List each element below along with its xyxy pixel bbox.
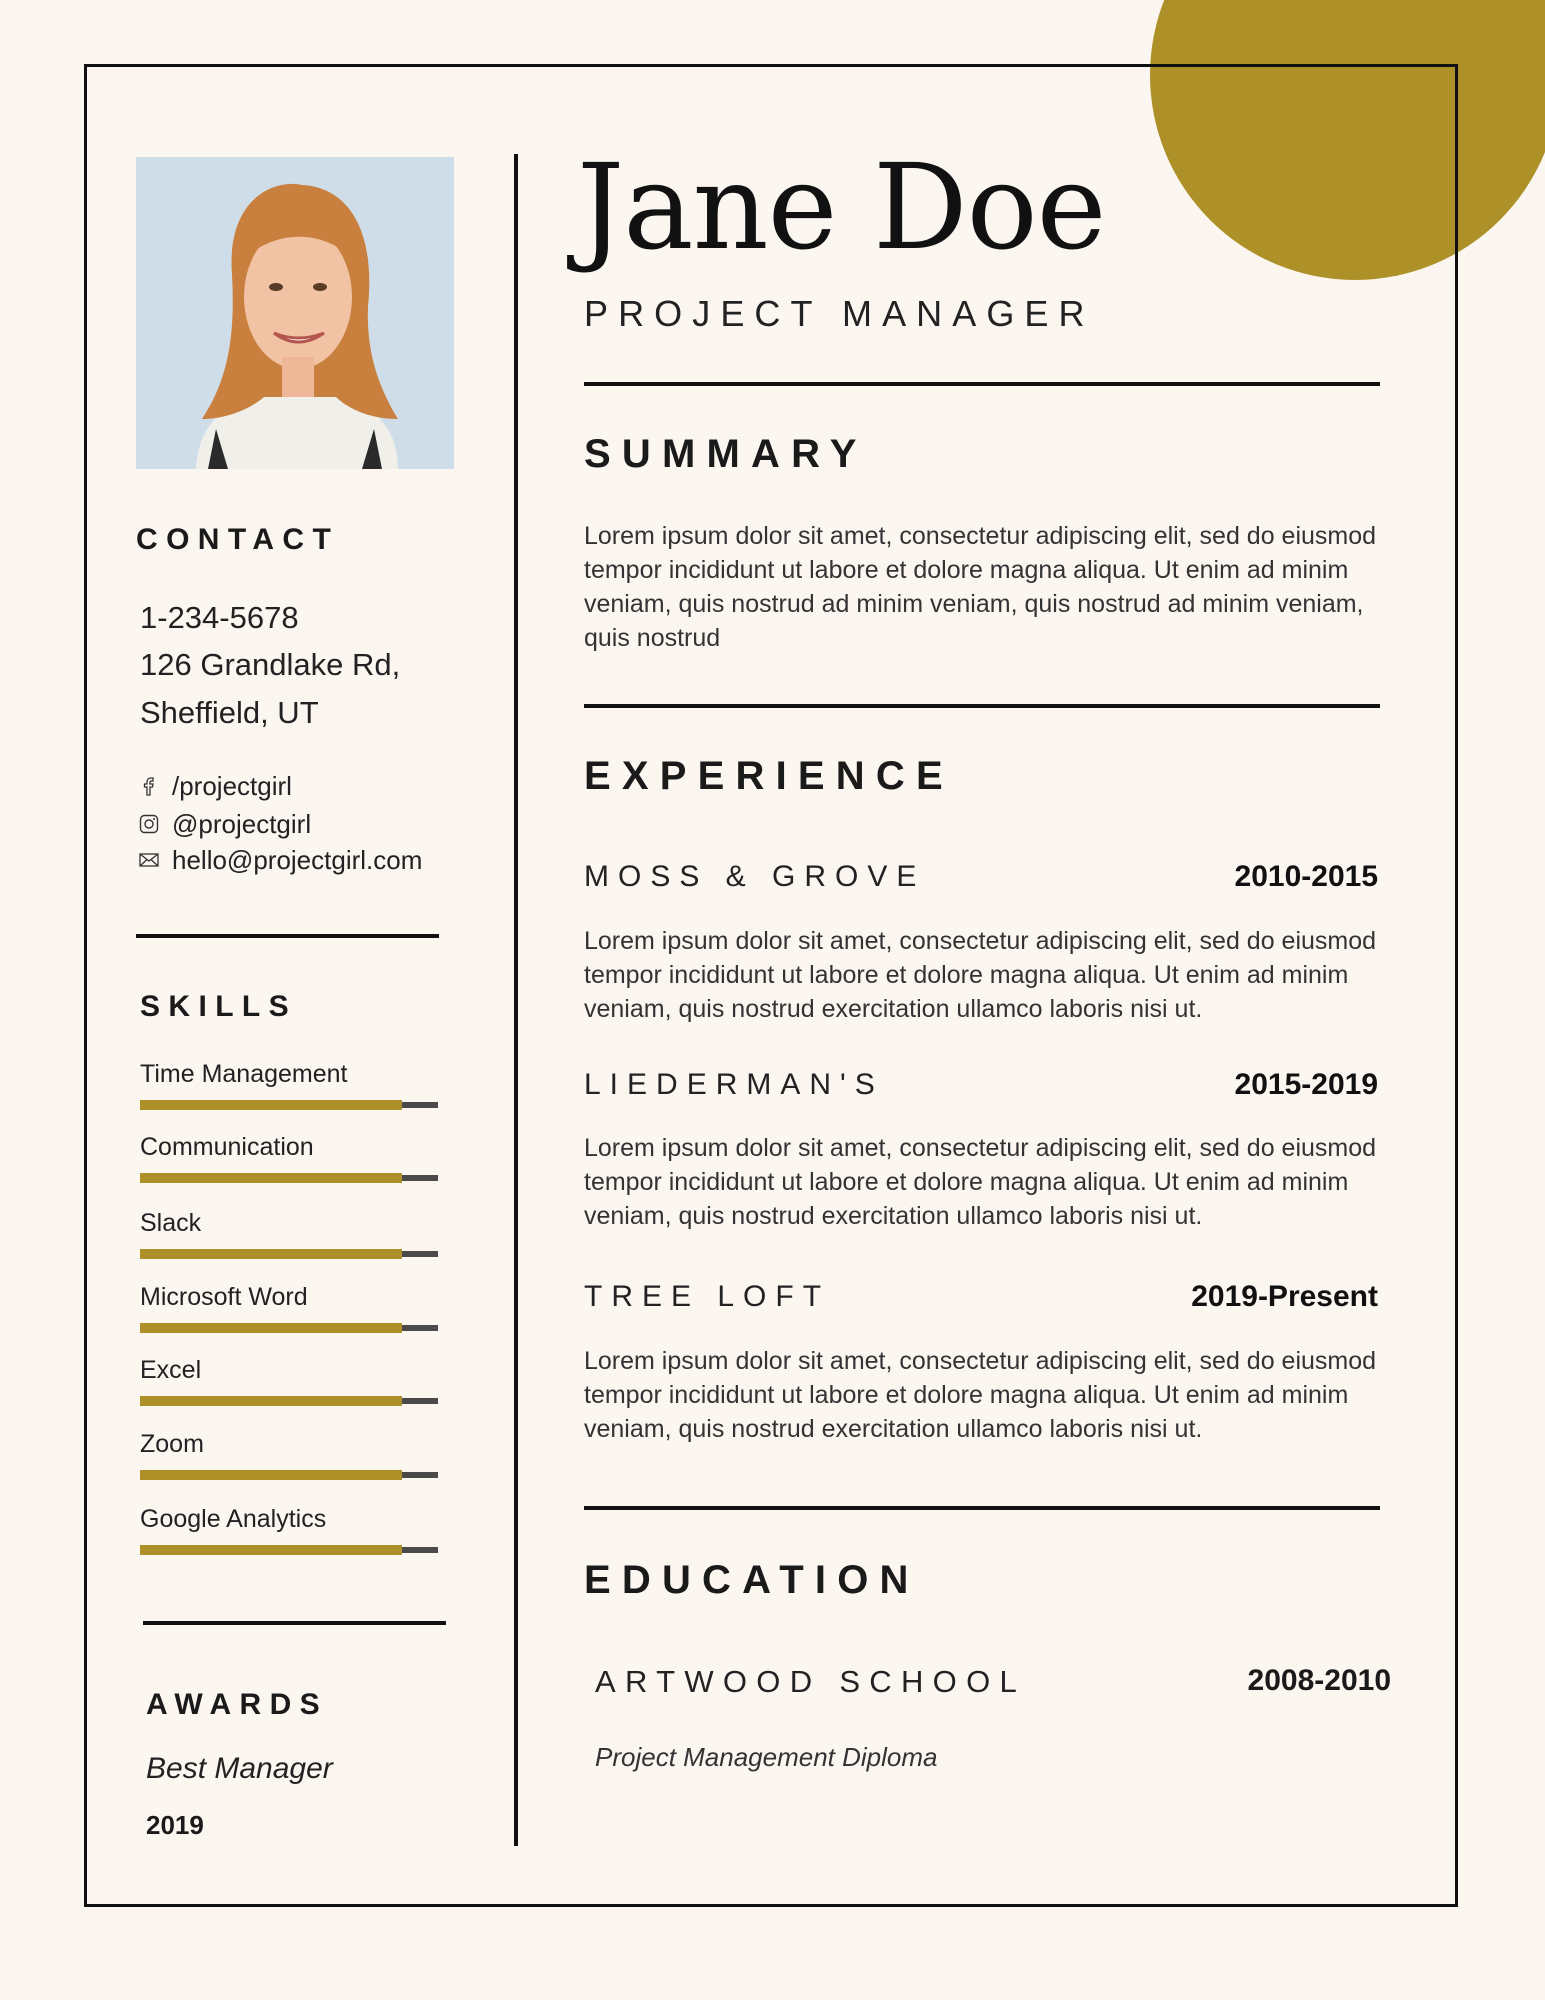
facebook-icon bbox=[138, 775, 160, 797]
instagram-handle: @projectgirl bbox=[172, 808, 312, 839]
summary-heading: SUMMARY bbox=[584, 432, 868, 476]
award-title: Best Manager bbox=[146, 1752, 333, 1785]
education-heading: EDUCATION bbox=[584, 1558, 920, 1602]
skill-label: Time Management bbox=[140, 1060, 348, 1088]
job-company: TREE LOFT bbox=[584, 1280, 831, 1313]
education-years: 2008-2010 bbox=[1247, 1664, 1391, 1697]
mail-icon bbox=[138, 849, 160, 871]
divider-contact bbox=[136, 934, 439, 938]
skill-label: Zoom bbox=[140, 1430, 204, 1458]
education-degree: Project Management Diploma bbox=[595, 1742, 938, 1772]
awards-heading: AWARDS bbox=[146, 1688, 329, 1721]
skill-item bbox=[140, 1430, 438, 1460]
skill-bar-fill bbox=[140, 1323, 402, 1333]
summary-text: Lorem ipsum dolor sit amet, consectetur adipiscing elit, sed do eiusmod tempor incididunt ut labore et dolore magna aliqua. Ut enim ad minim veniam, quis nostrud ad minim veniam, quis nostrud ad minim veniam, quis nostrud bbox=[584, 522, 1377, 652]
contact-phone: 1-234-5678 bbox=[140, 600, 299, 635]
skill-track bbox=[140, 1251, 438, 1257]
skill-label: Communication bbox=[140, 1133, 314, 1161]
skill-item bbox=[140, 1209, 438, 1239]
contact-address-line1: 126 Grandlake Rd, bbox=[140, 647, 401, 682]
skill-track bbox=[140, 1398, 438, 1404]
experience-heading: EXPERIENCE bbox=[584, 754, 954, 798]
social-instagram[interactable] bbox=[138, 808, 311, 840]
skill-track bbox=[140, 1175, 438, 1181]
candidate-name: Jane Doe bbox=[577, 138, 1106, 276]
skill-label: Excel bbox=[140, 1356, 202, 1384]
skill-item bbox=[140, 1505, 438, 1535]
instagram-icon bbox=[138, 813, 160, 835]
column-divider bbox=[514, 154, 518, 1846]
skill-item bbox=[140, 1283, 438, 1313]
social-email[interactable] bbox=[138, 844, 422, 876]
job-title: PROJECT MANAGER bbox=[584, 293, 1095, 334]
skill-bar-fill bbox=[140, 1249, 402, 1259]
divider-experience bbox=[584, 1506, 1380, 1510]
skill-bar-fill bbox=[140, 1545, 402, 1555]
skill-track bbox=[140, 1547, 438, 1553]
job-company: MOSS & GROVE bbox=[584, 860, 926, 893]
skill-bar-fill bbox=[140, 1396, 402, 1406]
skill-bar-fill bbox=[140, 1100, 402, 1110]
divider-header bbox=[584, 382, 1380, 386]
social-facebook[interactable] bbox=[138, 770, 292, 802]
skill-item bbox=[140, 1133, 438, 1163]
contact-heading: CONTACT bbox=[136, 523, 340, 556]
skill-track bbox=[140, 1325, 438, 1331]
divider-summary bbox=[584, 704, 1380, 708]
profile-photo bbox=[136, 157, 454, 469]
skill-item bbox=[140, 1356, 438, 1386]
job-years: 2019-Present bbox=[1191, 1280, 1378, 1313]
skill-label: Microsoft Word bbox=[140, 1283, 308, 1311]
job-description: Lorem ipsum dolor sit amet, consectetur adipiscing elit, sed do eiusmod tempor incididunt ut labore et dolore magna aliqua. Ut enim ad minim veniam, quis nostrud exercitation ullamco laboris nisi ut. bbox=[584, 927, 1377, 1023]
divider-skills bbox=[143, 1621, 446, 1625]
skill-label: Slack bbox=[140, 1209, 202, 1237]
skill-item bbox=[140, 1060, 438, 1090]
skill-track bbox=[140, 1472, 438, 1478]
job-years: 2010-2015 bbox=[1234, 860, 1378, 893]
job-description: Lorem ipsum dolor sit amet, consectetur adipiscing elit, sed do eiusmod tempor incididunt ut labore et dolore magna aliqua. Ut enim ad minim veniam, quis nostrud exercitation ullamco laboris nisi ut. bbox=[584, 1134, 1377, 1230]
award-year: 2019 bbox=[146, 1810, 204, 1840]
job-description: Lorem ipsum dolor sit amet, consectetur adipiscing elit, sed do eiusmod tempor incididunt ut labore et dolore magna aliqua. Ut enim ad minim veniam, quis nostrud exercitation ullamco laboris nisi ut. bbox=[584, 1347, 1377, 1443]
skill-bar-fill bbox=[140, 1470, 402, 1480]
skill-bar-fill bbox=[140, 1173, 402, 1183]
skill-label: Google Analytics bbox=[140, 1505, 327, 1533]
skills-heading: SKILLS bbox=[140, 990, 298, 1023]
facebook-handle: /projectgirl bbox=[172, 770, 292, 801]
email-address: hello@projectgirl.com bbox=[172, 844, 423, 875]
skill-track bbox=[140, 1102, 438, 1108]
education-school: ARTWOOD SCHOOL bbox=[595, 1664, 1027, 1699]
contact-address-line2: Sheffield, UT bbox=[140, 695, 319, 730]
job-years: 2015-2019 bbox=[1234, 1068, 1378, 1101]
job-company: LIEDERMAN'S bbox=[584, 1068, 884, 1101]
